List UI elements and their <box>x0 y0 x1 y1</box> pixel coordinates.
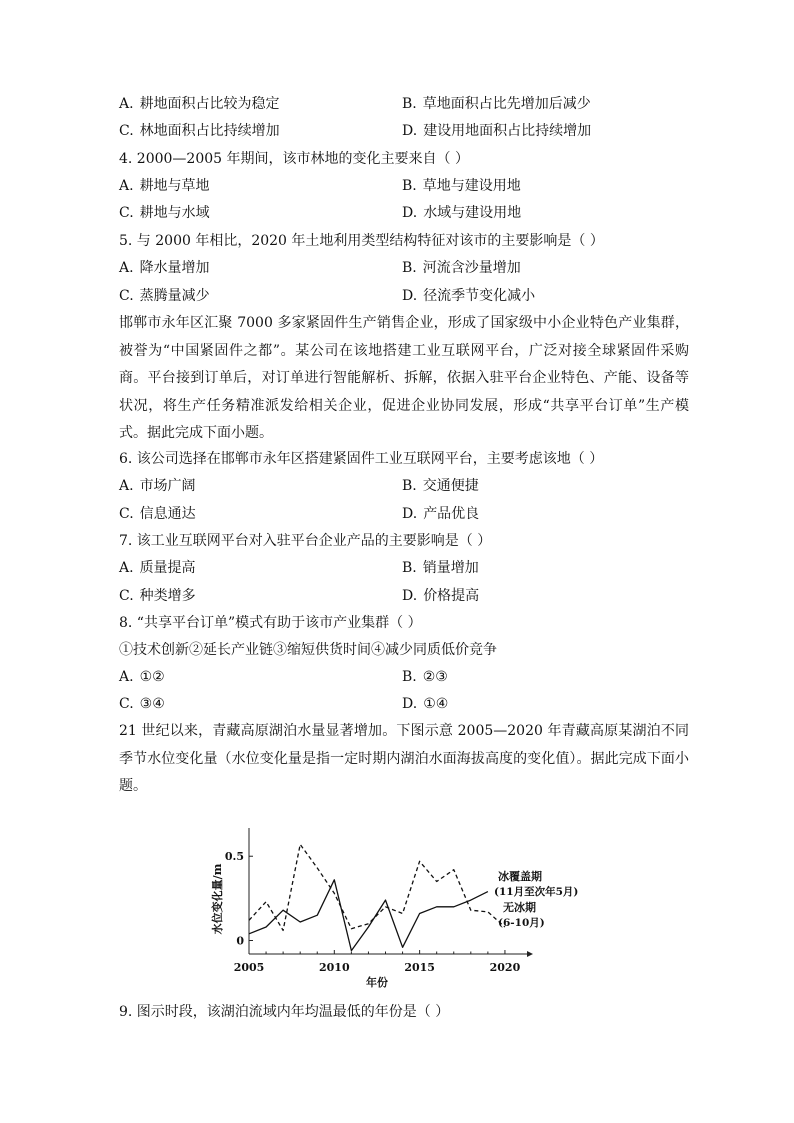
option-letter: B. <box>402 669 417 685</box>
q8-stem: 8. “共享平台订单”模式有助于该市产业集群（ ） <box>119 615 422 631</box>
option-text: 林地面积占比持续增加 <box>139 123 280 139</box>
option-letter: C. <box>119 205 134 221</box>
legend-ice-free-name: 无冰期 <box>503 901 536 914</box>
option-text: 径流季节变化减小 <box>423 288 536 304</box>
q5-option-b[interactable] <box>402 258 521 278</box>
option-letter: C. <box>119 696 134 712</box>
option-text: 销量增加 <box>422 560 479 576</box>
q4-option-a[interactable] <box>119 176 210 196</box>
q7-option-b[interactable] <box>402 558 479 578</box>
option-letter: C. <box>119 506 134 522</box>
option-letter: D. <box>402 588 418 604</box>
q8-items: ①技术创新②延长产业链③缩短供货时间④减少同质低价竞争 <box>119 642 497 658</box>
option-text: 耕地与草地 <box>139 178 210 194</box>
option-text: 信息通达 <box>139 506 196 522</box>
q4-stem: 4. 2000—2005 年期间，该市林地的变化主要来自（ ） <box>119 151 469 167</box>
q7-option-c[interactable] <box>119 586 196 606</box>
legend-ice-free-period: (6-10月) <box>498 917 545 929</box>
option-letter: B. <box>402 478 417 494</box>
passage-fastener: 邯郸市永年区汇聚 7000 多家紧固件生产销售企业，形成了国家级中小企业特色产业集群，被誉为“中国紧固件之都”。某公司在该地搭建工业互联网平台，广泛对接全球紧固件采购商。平台接到订单后，对订单进行智能解析、拆解，依据入驻平台企业特色、产能、设备等状况，将生产任务精准派发给相关企业，促进企业协同发展，形成“共享平台订单”生产模式。据此完成下面小题。 <box>119 315 689 441</box>
q5-stem: 5. 与 2000 年相比，2020 年土地利用类型结构特征对该市的主要影响是（ ） <box>119 233 604 249</box>
option-text: ①② <box>139 669 165 685</box>
legend-ice-cover-name: 冰覆盖期 <box>498 870 542 883</box>
option-text: 水域与建设用地 <box>423 205 522 221</box>
option-text: 草地与建设用地 <box>422 178 521 194</box>
option-text: 价格提高 <box>423 588 480 604</box>
option-text: 蒸腾量减少 <box>139 288 210 304</box>
q8-option-d[interactable] <box>402 694 448 714</box>
option-text: 质量提高 <box>139 560 196 576</box>
q6-option-a[interactable] <box>119 476 196 496</box>
q7-option-d[interactable] <box>402 586 479 606</box>
option-text: 产品优良 <box>423 506 480 522</box>
q3-option-b[interactable] <box>402 94 591 114</box>
chart-series <box>248 843 506 952</box>
option-letter: C. <box>119 588 134 604</box>
q3-option-d[interactable] <box>402 121 591 141</box>
option-text: 耕地面积占比较为稳定 <box>139 96 280 112</box>
option-letter: A. <box>119 669 134 685</box>
q4-option-d[interactable] <box>402 203 521 223</box>
option-letter: C. <box>119 288 134 304</box>
x-tick-label: 2005 <box>233 961 265 974</box>
q8-option-c[interactable] <box>119 694 165 714</box>
q3-option-c[interactable] <box>119 121 280 141</box>
option-letter: C. <box>119 123 134 139</box>
option-letter: B. <box>402 260 417 276</box>
option-text: 耕地与水域 <box>139 205 210 221</box>
option-letter: A. <box>119 178 134 194</box>
q6-option-c[interactable] <box>119 504 196 524</box>
option-text: ②③ <box>422 669 448 685</box>
q3-option-a[interactable] <box>119 94 280 114</box>
y-tick-label: 0.5 <box>224 850 244 864</box>
option-letter: B. <box>402 560 417 576</box>
q7-option-a[interactable] <box>119 558 196 578</box>
option-letter: D. <box>402 288 418 304</box>
option-text: 河流含沙量增加 <box>422 260 521 276</box>
y-axis-label: 水位变化量/m <box>211 863 224 935</box>
x-axis-label: 年份 <box>365 976 388 989</box>
y-tick-label: 0 <box>236 934 244 948</box>
option-text: 降水量增加 <box>139 260 210 276</box>
q4-option-b[interactable] <box>402 176 521 196</box>
option-text: 草地面积占比先增加后减少 <box>422 96 591 112</box>
q8-option-b[interactable] <box>402 667 448 687</box>
q6-stem: 6. 该公司选择在邯郸市永年区搭建紧固件工业互联网平台，主要考虑该地（ ） <box>119 451 604 467</box>
chart-axes <box>249 828 533 957</box>
option-text: 市场广阔 <box>139 478 196 494</box>
x-tick-label: 2010 <box>319 961 350 974</box>
x-tick-label: 2015 <box>404 961 435 974</box>
q5-option-a[interactable] <box>119 258 210 278</box>
option-text: 建设用地面积占比持续增加 <box>423 123 592 139</box>
x-tick-label: 2020 <box>489 961 521 974</box>
option-text: 交通便捷 <box>422 478 479 494</box>
series-line-ice-free <box>249 844 505 930</box>
option-letter: A. <box>119 478 134 494</box>
option-text: 种类增多 <box>139 588 196 604</box>
series-line-ice-cover <box>249 880 488 951</box>
q7-stem: 7. 该工业互联网平台对入驻平台企业产品的主要影响是（ ） <box>119 533 492 549</box>
option-letter: D. <box>402 506 418 522</box>
option-letter: A. <box>119 560 134 576</box>
lake-level-chart <box>205 822 590 1002</box>
q8-option-a[interactable] <box>119 667 165 687</box>
legend-ice-cover-period: (11月至次年5月) <box>494 886 579 898</box>
option-text: ①④ <box>423 696 449 712</box>
x-axis-arrow <box>527 951 533 957</box>
option-letter: B. <box>402 96 417 112</box>
q6-option-d[interactable] <box>402 504 479 524</box>
option-letter: A. <box>119 260 134 276</box>
option-letter: D. <box>402 696 418 712</box>
option-letter: D. <box>402 123 418 139</box>
option-letter: A. <box>119 96 134 112</box>
option-text: ③④ <box>139 696 165 712</box>
q9-stem: 9. 图示时段，该湖泊流域内年均温最低的年份是（ ） <box>119 1004 450 1020</box>
q4-option-c[interactable] <box>119 203 210 223</box>
option-letter: D. <box>402 205 418 221</box>
passage-lake: 21 世纪以来，青藏高原湖泊水量显著增加。下图示意 2005—2020 年青藏高原某湖泊不同季节水位变化量（水位变化量是指一定时期内湖泊水面海拔高度的变化值）。据此完成下面小题。 <box>119 723 689 794</box>
chart-ticks <box>225 850 521 974</box>
option-letter: B. <box>402 178 417 194</box>
q5-option-d[interactable] <box>402 286 535 306</box>
q6-option-b[interactable] <box>402 476 479 496</box>
q5-option-c[interactable] <box>119 286 210 306</box>
